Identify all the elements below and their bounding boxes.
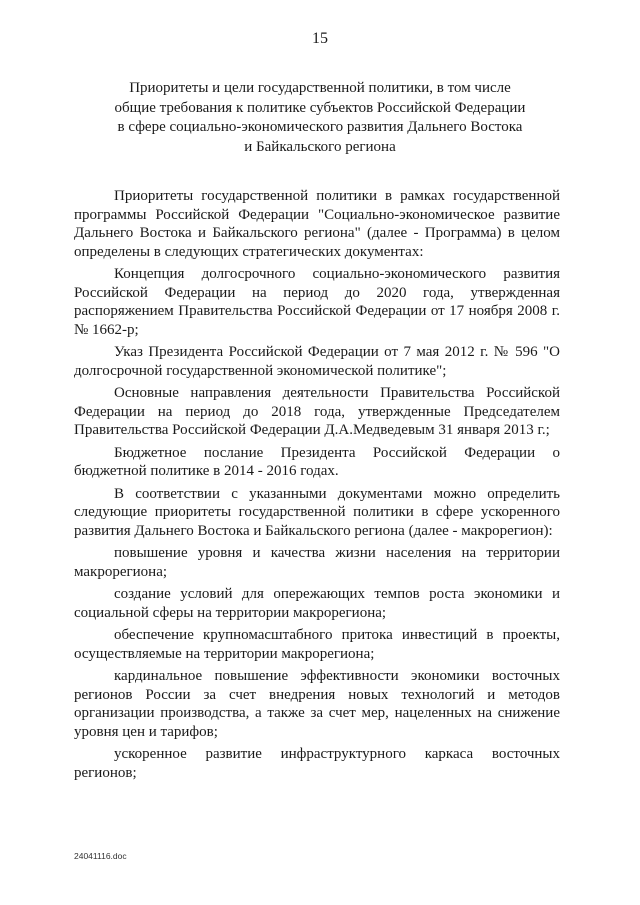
paragraph: Бюджетное послание Президента Российской Федерации о бюджетной политике в 2014 - 2016 годах. — [74, 444, 560, 479]
title-line: Приоритеты и цели государственной политики, в том числе — [129, 80, 511, 96]
paragraph: Приоритеты государственной политики в рамках государственной программы Российской Федерации "Социально-экономическое развитие Дальнего Востока и Байкальского региона" (далее - Программа) в целом определены в следующих стратегических документах: — [74, 188, 560, 260]
list-item: ускоренное развитие инфраструктурного каркаса восточных регионов; — [74, 746, 560, 781]
paragraph: В соответствии с указанными документами можно определить следующие приоритеты государственной политики в сфере ускоренного развития Дальнего Востока и Байкальского региона (далее - макрорегион): — [74, 485, 560, 539]
list-item: кардинальное повышение эффективности экономики восточных регионов России за счет внедрения новых технологий и методов организации производства, а также за счет мер, нацеленных на снижение уровня цен и тарифов; — [74, 668, 560, 740]
document-body — [74, 187, 560, 786]
title-line: общие требования к политике субъектов Российской Федерации — [114, 99, 526, 116]
title-line: и Байкальского региона — [244, 138, 396, 155]
list-item: обеспечение крупномасштабного притока инвестиций в проекты, осуществляемые на территории макрорегиона; — [74, 627, 560, 662]
paragraph: Основные направления деятельности Правительства Российской Федерации на период до 2018 года, утвержденные Председателем Правительства Российской Федерации Д.А.Медведевым 31 января 2013 г.; — [74, 385, 560, 438]
paragraph: Указ Президента Российской Федерации от 7 мая 2012 г. № 596 "О долгосрочной государственной экономической политике"; — [74, 344, 560, 379]
file-name-footer: 24041116.doc — [74, 851, 127, 861]
page-number: 15 — [312, 30, 328, 47]
list-item: повышение уровня и качества жизни населения на территории макрорегиона; — [74, 545, 560, 580]
document-title — [90, 79, 550, 157]
paragraph: Концепция долгосрочного социально-экономического развития Российской Федерации на период до 2020 года, утвержденная распоряжением Правительства Российской Федерации от 17 ноября 2008 г. № 1662-р; — [74, 266, 560, 338]
list-item: создание условий для опережающих темпов роста экономики и социальной сферы на территории макрорегиона; — [74, 586, 560, 621]
title-line: в сфере социально-экономического развития Дальнего Востока — [117, 119, 523, 135]
